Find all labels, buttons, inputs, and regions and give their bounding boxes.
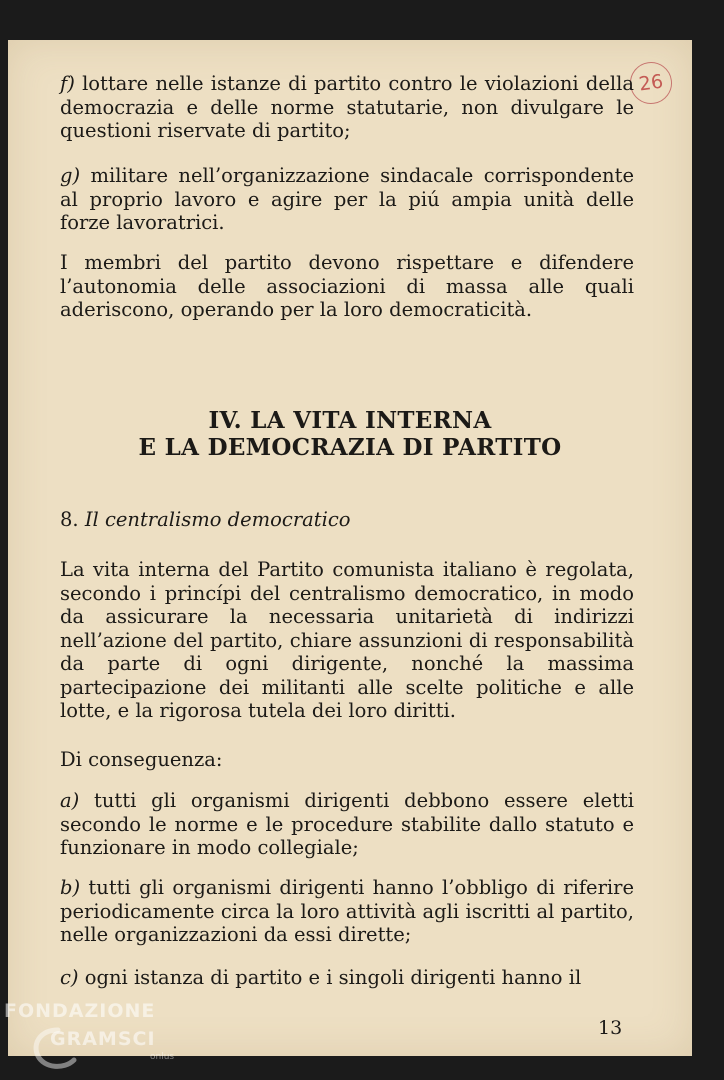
paragraph-main: La vita interna del Partito comunista italiano è regolata, secondo i princípi del centralismo democratico, in modo da assicurare la necessaria unitarietà di indirizzi nell’azione del partito, chiare assunzioni di responsabilità da parte di ogni dirigente, nonché la massima partecipazione dei militanti alle scelte politiche e alle lotte, e la rigorosa tutela dei loro diritti.	[60, 558, 634, 722]
subsection-title: Il centralismo democratico	[84, 508, 351, 531]
section-heading-line-1: IV. LA VITA INTERNA	[208, 407, 492, 434]
paragraph-consequence: Di conseguenza:	[60, 748, 223, 771]
list-item-text: ogni istanza di partito e i singoli dirigenti hanno il	[78, 966, 582, 989]
list-item-letter: f)	[60, 72, 75, 95]
list-item-f	[60, 72, 634, 143]
list-item-a	[60, 789, 634, 860]
list-item-g	[60, 164, 634, 235]
page-number: 13	[598, 1017, 623, 1039]
watermark-line-2: GRAMSCI	[50, 1028, 156, 1050]
list-item-text: tutti gli organismi dirigenti debbono essere eletti secondo le norme e le procedure stabilite dallo statuto e funzionare in modo collegiale;	[60, 789, 634, 859]
section-heading-line-2: E LA DEMOCRAZIA DI PARTITO	[138, 434, 562, 461]
handwritten-page-annotation: 26	[627, 59, 674, 106]
list-item-letter: b)	[60, 876, 81, 899]
watermark-onlus: onlus	[150, 1052, 175, 1062]
list-item-text: lottare nelle istanze di partito contro le violazioni della democrazia e delle norme statutarie, non divulgare le questioni riservate di partito;	[60, 72, 634, 142]
document-page	[8, 40, 692, 1056]
list-item-b	[60, 876, 634, 947]
list-item-text: militare nell’organizzazione sindacale corrispondente al proprio lavoro e agire per la piú ampia unità delle forze lavoratrici.	[60, 164, 634, 234]
subsection-heading	[60, 508, 351, 532]
list-item-letter: g)	[60, 164, 81, 187]
list-item-letter: a)	[60, 789, 80, 812]
subsection-number: 8.	[60, 508, 79, 531]
list-item-text: tutti gli organismi dirigenti hanno l’obbligo di riferire periodicamente circa la loro attività agli iscritti al partito, nelle organizzazioni da essi dirette;	[60, 876, 634, 946]
list-item-c	[60, 966, 634, 990]
paragraph-members: I membri del partito devono rispettare e difendere l’autonomia delle associazioni di massa alle quali aderiscono, operando per la loro democraticità.	[60, 251, 634, 321]
list-item-letter: c)	[60, 966, 79, 989]
watermark-line-1: FONDAZIONE	[4, 1000, 156, 1022]
